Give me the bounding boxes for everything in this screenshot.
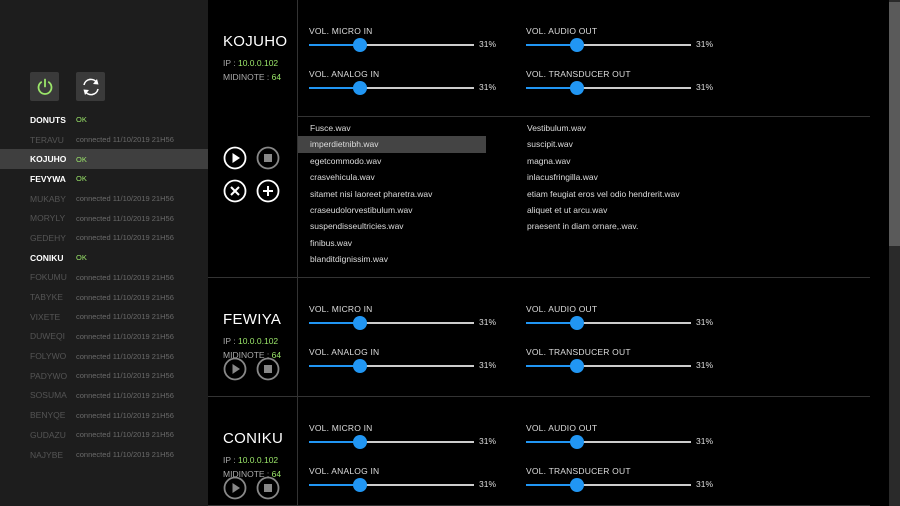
device-row[interactable] <box>0 169 208 189</box>
volume-label: VOL. TRANSDUCER OUT <box>526 466 631 476</box>
volume-thumb[interactable] <box>353 478 367 492</box>
device-status: connected 11/10/2019 21H56 <box>76 272 174 282</box>
volume-track[interactable] <box>309 484 474 486</box>
device-row[interactable] <box>0 346 208 366</box>
file-item[interactable]: egetcommodo.wav <box>310 155 382 166</box>
panel-device-name: FEWIYA <box>223 311 282 328</box>
play-button[interactable] <box>223 146 247 170</box>
file-item[interactable]: inlacusfringilla.wav <box>527 172 598 183</box>
volume-percent: 31% <box>479 82 497 92</box>
volume-thumb[interactable] <box>353 435 367 449</box>
device-status: connected 11/10/2019 21H56 <box>76 390 174 400</box>
volume-percent: 31% <box>479 317 497 327</box>
volume-track[interactable] <box>526 44 691 46</box>
volume-thumb[interactable] <box>570 316 584 330</box>
device-name: SOSUMA <box>30 390 67 401</box>
volume-track[interactable] <box>526 441 691 443</box>
refresh-button[interactable] <box>76 72 105 101</box>
file-item[interactable]: aliquet et ut arcu.wav <box>527 204 608 215</box>
volume-label: VOL. AUDIO OUT <box>526 304 598 314</box>
volume-slider <box>526 26 716 62</box>
device-name: GUDAZU <box>30 429 66 440</box>
device-status: connected 11/10/2019 21H56 <box>76 312 174 322</box>
volume-slider <box>526 304 716 340</box>
file-item[interactable]: Vestibulum.wav <box>527 123 587 133</box>
file-item[interactable]: magna.wav <box>527 155 571 166</box>
volume-percent: 31% <box>696 479 714 489</box>
device-status: OK <box>76 253 87 263</box>
device-name: FEVYWA <box>30 173 66 184</box>
device-status: connected 11/10/2019 21H56 <box>76 292 174 302</box>
midinote-label: MIDINOTE : <box>223 350 272 360</box>
volume-slider <box>309 304 499 340</box>
volume-track[interactable] <box>309 365 474 367</box>
device-name: NAJYBE <box>30 449 64 460</box>
panel-device-name: KOJUHO <box>223 33 288 50</box>
device-row[interactable] <box>0 268 208 288</box>
ip-label: IP : <box>223 58 238 68</box>
device-row[interactable] <box>0 366 208 386</box>
volume-percent: 31% <box>479 436 497 446</box>
volume-percent: 31% <box>696 436 714 446</box>
panel-ip <box>223 455 278 465</box>
panel-ip <box>223 58 278 68</box>
midinote-label: MIDINOTE : <box>223 469 272 479</box>
device-status: connected 11/10/2019 21H56 <box>76 430 174 440</box>
ip-value: 10.0.0.102 <box>237 455 279 465</box>
device-list <box>0 110 208 464</box>
device-name: BENYQE <box>30 410 66 421</box>
midinote-label: MIDINOTE : <box>223 72 272 82</box>
volume-label: VOL. AUDIO OUT <box>526 26 598 36</box>
device-status: connected 11/10/2019 21H56 <box>76 213 174 223</box>
refresh-icon <box>80 76 102 98</box>
device-name: FOKUMU <box>30 272 67 283</box>
device-panel <box>208 0 870 278</box>
volume-label: VOL. TRANSDUCER OUT <box>526 347 631 357</box>
device-name: CONIKU <box>30 252 64 263</box>
volume-thumb[interactable] <box>570 81 584 95</box>
volume-thumb[interactable] <box>570 478 584 492</box>
device-row[interactable] <box>0 405 208 425</box>
volume-percent: 31% <box>696 317 714 327</box>
file-item[interactable]: etiam feugiat eros vel odio hendrerit.wav <box>527 188 680 199</box>
volume-thumb[interactable] <box>570 435 584 449</box>
panel-ip <box>223 336 278 346</box>
device-row[interactable] <box>0 327 208 347</box>
volume-label: VOL. TRANSDUCER OUT <box>526 69 631 79</box>
device-status: connected 11/10/2019 21H56 <box>76 135 174 145</box>
device-name: TERAVU <box>30 134 64 145</box>
play-button[interactable] <box>223 476 247 500</box>
device-status: OK <box>76 154 87 164</box>
device-status: connected 11/10/2019 21H56 <box>76 331 174 341</box>
file-list-left <box>298 120 486 268</box>
device-name: DONUTS <box>30 114 66 125</box>
file-item[interactable]: finibus.wav <box>310 237 353 248</box>
device-row[interactable] <box>0 425 208 445</box>
file-item[interactable]: blanditdignissim.wav <box>310 254 388 265</box>
volume-slider <box>309 423 499 459</box>
scrollbar-thumb[interactable] <box>889 2 900 246</box>
device-status: OK <box>76 174 87 184</box>
file-item[interactable]: suscipit.wav <box>527 139 573 150</box>
volume-track[interactable] <box>309 441 474 443</box>
device-row[interactable] <box>0 228 208 248</box>
midinote-value: 64 <box>271 469 282 479</box>
device-status: connected 11/10/2019 21H56 <box>76 233 174 243</box>
device-panel <box>208 397 870 506</box>
file-item[interactable]: praesent in diam ornare,.wav. <box>527 221 639 232</box>
midinote-value: 64 <box>271 72 282 82</box>
device-name: FOLYWO <box>30 351 67 362</box>
panel-midinote <box>223 72 281 82</box>
panel-device-name: CONIKU <box>223 430 284 447</box>
device-name: KOJUHO <box>30 154 67 165</box>
volume-percent: 31% <box>479 479 497 489</box>
stop-button[interactable] <box>256 357 280 381</box>
volume-slider <box>309 466 499 502</box>
file-item[interactable]: craseudolorvestibulum.wav <box>310 204 413 215</box>
volume-label: VOL. AUDIO OUT <box>526 423 598 433</box>
ip-label: IP : <box>223 336 238 346</box>
ip-value: 10.0.0.102 <box>237 336 279 346</box>
volume-slider <box>526 347 716 383</box>
volume-thumb[interactable] <box>570 38 584 52</box>
add-button[interactable] <box>256 179 280 203</box>
file-item[interactable]: sitamet nisi laoreet pharetra.wav <box>310 188 433 199</box>
device-row[interactable] <box>0 445 208 465</box>
device-row[interactable] <box>0 189 208 209</box>
volume-percent: 31% <box>696 360 714 370</box>
volume-track[interactable] <box>526 365 691 367</box>
file-item[interactable]: suspendisseultricies.wav <box>310 221 404 232</box>
volume-label: VOL. ANALOG IN <box>309 69 380 79</box>
volume-track[interactable] <box>309 44 474 46</box>
panel-left-column <box>208 397 298 506</box>
volume-track[interactable] <box>309 87 474 89</box>
volume-thumb[interactable] <box>353 316 367 330</box>
volume-slider <box>526 466 716 502</box>
device-row[interactable] <box>0 208 208 228</box>
device-name: MORYLY <box>30 213 66 224</box>
volume-label: VOL. MICRO IN <box>309 26 373 36</box>
volume-label: VOL. MICRO IN <box>309 304 373 314</box>
device-row[interactable] <box>0 130 208 150</box>
volume-percent: 31% <box>696 82 714 92</box>
play-button[interactable] <box>223 357 247 381</box>
stop-button[interactable] <box>256 476 280 500</box>
device-name: GEDEHY <box>30 232 66 243</box>
volume-track[interactable] <box>526 484 691 486</box>
file-list-right <box>515 120 703 235</box>
device-name: PADYWO <box>30 370 68 381</box>
volume-label: VOL. ANALOG IN <box>309 347 380 357</box>
volume-percent: 31% <box>696 39 714 49</box>
device-panel <box>208 278 870 397</box>
volume-percent: 31% <box>479 360 497 370</box>
volume-track[interactable] <box>526 87 691 89</box>
volume-label: VOL. ANALOG IN <box>309 466 380 476</box>
panel-divider <box>297 116 870 117</box>
device-name: VIXETE <box>30 311 61 322</box>
file-item[interactable]: crasvehicula.wav <box>310 172 375 183</box>
ip-value: 10.0.0.102 <box>237 58 279 68</box>
device-status: connected 11/10/2019 21H56 <box>76 410 174 420</box>
device-row[interactable] <box>0 287 208 307</box>
device-row[interactable] <box>0 386 208 406</box>
file-item[interactable]: imperdietnibh.wav <box>298 136 486 152</box>
device-row[interactable] <box>0 110 208 130</box>
device-row[interactable] <box>0 307 208 327</box>
device-sidebar <box>0 0 208 506</box>
volume-slider <box>526 423 716 459</box>
volume-thumb[interactable] <box>353 38 367 52</box>
volume-thumb[interactable] <box>353 359 367 373</box>
power-icon <box>35 77 55 97</box>
device-name: MUKABY <box>30 193 66 204</box>
volume-thumb[interactable] <box>353 81 367 95</box>
volume-percent: 31% <box>479 39 497 49</box>
midinote-value: 64 <box>271 350 282 360</box>
volume-slider <box>309 69 499 105</box>
remove-button[interactable] <box>223 179 247 203</box>
device-name: TABYKE <box>30 292 63 303</box>
volume-thumb[interactable] <box>570 359 584 373</box>
volume-track[interactable] <box>526 322 691 324</box>
device-status: OK <box>76 115 87 125</box>
device-row[interactable] <box>0 149 208 169</box>
volume-slider <box>309 26 499 62</box>
volume-slider <box>309 347 499 383</box>
device-status: connected 11/10/2019 21H56 <box>76 194 174 204</box>
device-row[interactable] <box>0 248 208 268</box>
file-item[interactable]: Fusce.wav <box>310 123 351 133</box>
stop-button[interactable] <box>256 146 280 170</box>
volume-slider <box>526 69 716 105</box>
main-panel-area <box>208 0 870 506</box>
volume-label: VOL. MICRO IN <box>309 423 373 433</box>
ip-label: IP : <box>223 455 238 465</box>
device-status: connected 11/10/2019 21H56 <box>76 371 174 381</box>
device-status: connected 11/10/2019 21H56 <box>76 351 174 361</box>
volume-track[interactable] <box>309 322 474 324</box>
power-button[interactable] <box>30 72 59 101</box>
device-name: DUWEQI <box>30 331 65 342</box>
device-status: connected 11/10/2019 21H56 <box>76 450 174 460</box>
